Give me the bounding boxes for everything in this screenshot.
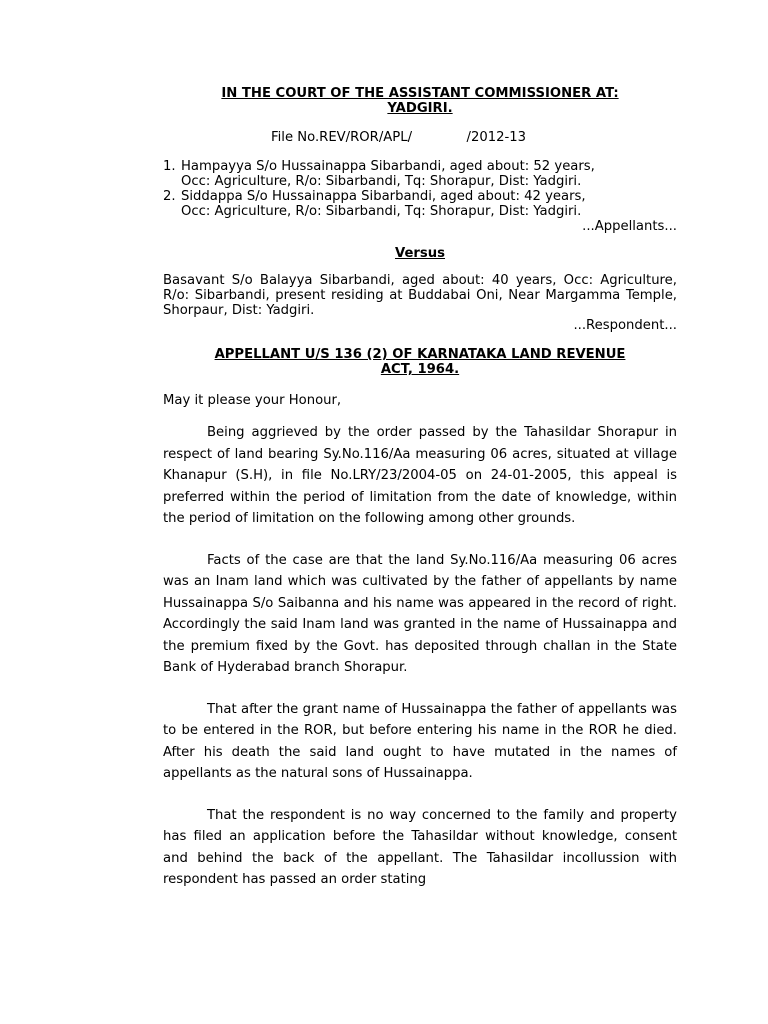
appellants-list [163, 159, 677, 219]
appellant-item [163, 159, 677, 189]
appellant-line1: Siddappa S/o Hussainappa Sibarbandi, aged about: 42 years, [181, 189, 586, 204]
appeal-title-line1: APPELLANT U/S 136 (2) OF KARNATAKA LAND REVENUE [214, 347, 626, 362]
body-paragraph: That the respondent is no way concerned to the family and property has filed an application before the Tahasildar without knowledge, consent and behind the back of the appellant. The Tahasildar incollussion with respondent has passed an order stating [163, 807, 677, 887]
file-number: File No.REV/ROR/APL/ /2012-13 [271, 130, 527, 145]
body-paragraph: Being aggrieved by the order passed by the Tahasildar Shorapur in respect of land bearing Sy.No.116/Aa measuring 06 acres, situated at village Khanapur (S.H), in file No.LRY/23/2004-05 on 24-01-2005, this appeal is preferred within the period of limitation from the date of knowledge, within the period of limitation on the following among other grounds. [163, 425, 677, 526]
appeal-title-line2: ACT, 1964. [380, 362, 460, 377]
appeal-title [163, 347, 677, 377]
respondent-details: Basavant S/o Balayya Sibarbandi, aged about: 40 years, Occ: Agriculture, R/o: Sibarbandi, present residing at Buddabai Oni, Near Margamma Temple, Shorpaur, Dist: Yadgiri. [163, 273, 677, 318]
appellant-line1: Hampayya S/o Hussainappa Sibarbandi, aged about: 52 years, [181, 159, 595, 174]
appellant-number: 1. [163, 159, 176, 174]
appellant-number: 2. [163, 189, 176, 204]
respondent-label: ...Respondent... [573, 318, 677, 333]
document-content [163, 86, 677, 904]
body-paragraph: Facts of the case are that the land Sy.No.116/Aa measuring 06 acres was an Inam land which was cultivated by the father of appellants by name Hussainappa S/o Saibanna and his name was appeared in the record of right. Accordingly the said Inam land was granted in the name of Hussainappa and the premium fixed by the Govt. has deposited through challan in the State Bank of Hyderabad branch Shorapur. [163, 552, 677, 675]
appellant-line2: Occ: Agriculture, R/o: Sibarbandi, Tq: Shorapur, Dist: Yadgiri. [181, 204, 582, 219]
court-title-line2: YADGIRI. [387, 101, 453, 116]
court-title [163, 86, 677, 116]
body-paragraph: That after the grant name of Hussainappa the father of appellants was to be entered in the ROR, but before entering his name in the ROR he died. After his death the said land ought to have mutated in the names of appellants as the natural sons of Hussainappa. [163, 701, 677, 781]
appellant-line2: Occ: Agriculture, R/o: Sibarbandi, Tq: Shorapur, Dist: Yadgiri. [181, 174, 582, 189]
versus-heading: Versus [394, 246, 446, 261]
appellants-label: ...Appellants... [582, 219, 677, 234]
court-title-line1: IN THE COURT OF THE ASSISTANT COMMISSIONER AT: [221, 86, 619, 101]
appellant-item [163, 189, 677, 219]
salutation: May it please your Honour, [163, 393, 342, 408]
